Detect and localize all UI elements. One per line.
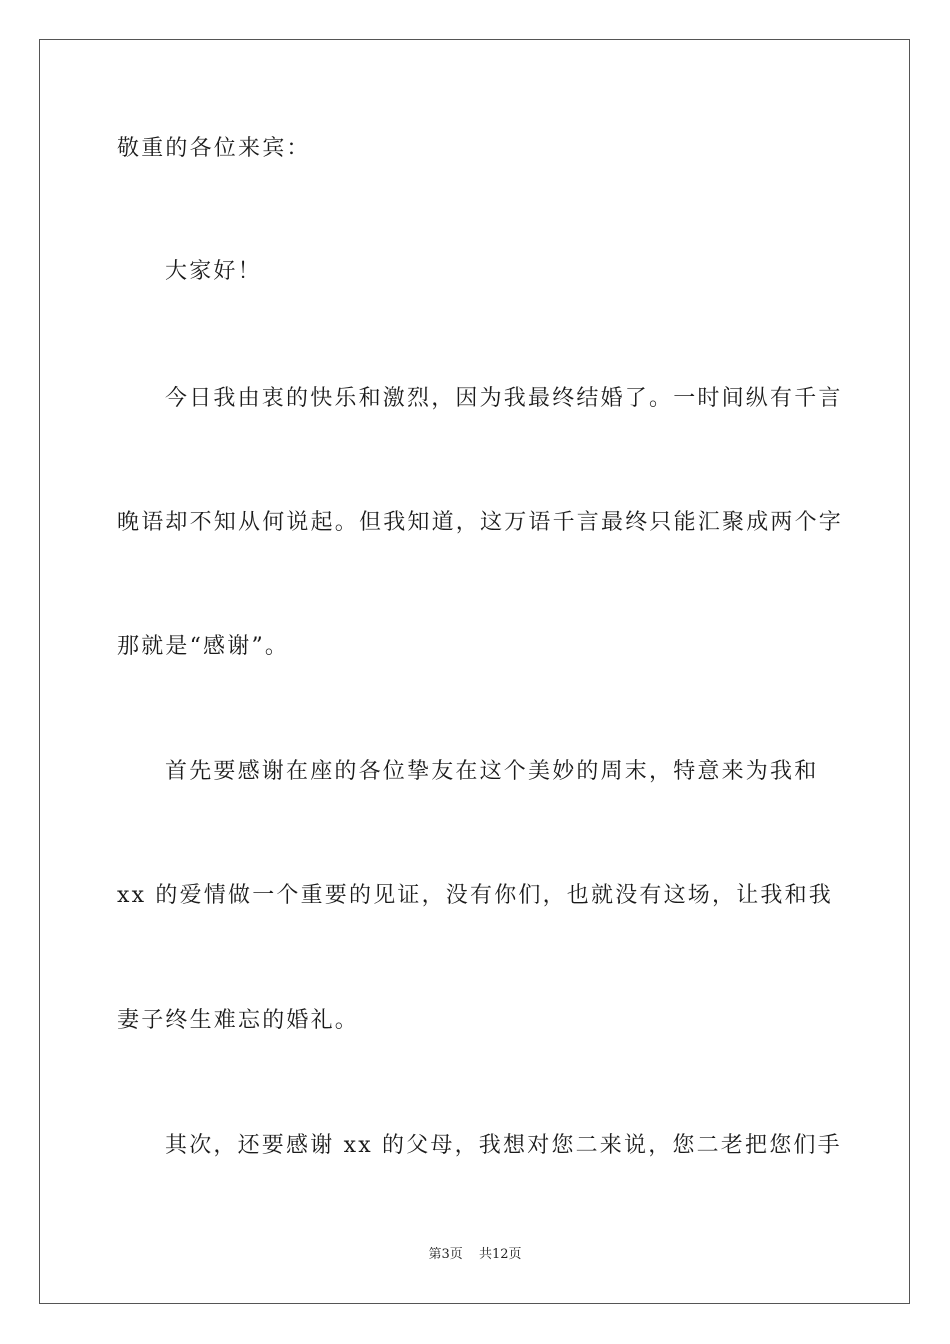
page-border bbox=[39, 39, 910, 1304]
paragraph-line: 晚语却不知从何说起。但我知道，这万语千言最终只能汇聚成两个字 bbox=[117, 510, 844, 535]
page-footer bbox=[0, 1246, 950, 1264]
paragraph-line: 今日我由衷的快乐和激烈，因为我最终结婚了。一时间纵有千言 bbox=[165, 386, 843, 411]
paragraph-line: 其次，还要感谢 xx 的父母，我想对您二来说，您二老把您们手 bbox=[165, 1133, 842, 1158]
paragraph-line: 妻子终生难忘的婚礼。 bbox=[117, 1008, 360, 1033]
paragraph-line: 首先要感谢在座的各位挚友在这个美妙的周末，特意来为我和 bbox=[165, 759, 819, 784]
salutation: 敬重的各位来宾： bbox=[117, 136, 311, 161]
paragraph-line: 那就是“感谢”。 bbox=[117, 634, 290, 659]
page-total: 共12页 bbox=[478, 1247, 522, 1262]
greeting: 大家好！ bbox=[165, 259, 262, 284]
paragraph-line: xx 的爱情做一个重要的见证，没有你们，也就没有这场，让我和我 bbox=[117, 883, 834, 908]
page-number: 第3页 bbox=[428, 1247, 463, 1262]
